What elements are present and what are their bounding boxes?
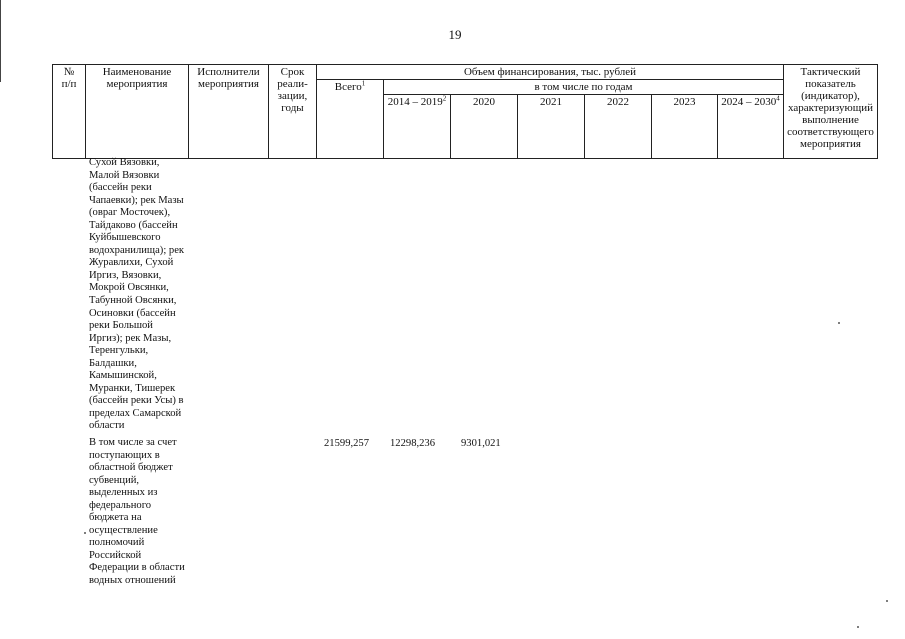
- header-year-cell: 2022: [585, 95, 652, 159]
- page-edge-line: [0, 0, 1, 82]
- scan-speck: [838, 322, 840, 324]
- row-name-subvention: В том числе за счет поступающих в областной бюджет субвенций, выделенных из федерального бюджета на осуществление полномочий Российской Федерации в области водных отношений: [89, 437, 185, 587]
- header-name-cell: Наименование мероприятия: [86, 65, 189, 159]
- header-funding-cell: Объем финансирования, тыс. рублей: [317, 65, 784, 80]
- header-total-cell: Всего$^1$: [317, 80, 384, 159]
- header-year-cell: 2021: [518, 95, 585, 159]
- header-term-cell: Срок реали- зации, годы: [269, 65, 317, 159]
- header-by-years-cell: в том числе по годам: [384, 80, 784, 95]
- row-name-continuation: Сухой Вязовки, Малой Вязовки (бассейн реки Чапаевки); рек Мазы (овраг Мосточек), Тайдаково (бассейн Куйбышевского водохранилища); рек Журавлихи, Сухой Иргиз, Вязовки, Мокрой Овсянки, Табунной Овсянки, Осиновки (бассейн реки Большой Иргиз); рек Мазы, Теренгульки, Балдашки, Камышинской, Муранки, Тишерек (бассейн реки Усы) в пределах Самарской области: [89, 157, 185, 432]
- row-2020-value: 9301,021: [461, 438, 501, 449]
- scan-speck: [84, 532, 86, 534]
- header-year-cell: 2020: [451, 95, 518, 159]
- row-2014-2019-value: 12298,236: [390, 438, 436, 449]
- funding-table-header: [52, 64, 878, 159]
- header-number-cell: № п/п: [53, 65, 86, 159]
- header-indicator-cell: Тактический показатель (индикатор), характеризующий выполнение соответствующего мероприятия: [784, 65, 878, 159]
- header-executors-cell: Исполнители мероприятия: [189, 65, 269, 159]
- page-number: 19: [448, 27, 462, 42]
- header-year-cell: 2024 – 2030$^4$: [718, 95, 784, 159]
- scan-speck: [857, 626, 859, 628]
- scan-speck: [886, 600, 888, 602]
- row-total-value: 21599,257: [324, 438, 370, 449]
- header-year-cell: 2014 – 2019$^2$: [384, 95, 451, 159]
- header-year-cell: 2023: [652, 95, 718, 159]
